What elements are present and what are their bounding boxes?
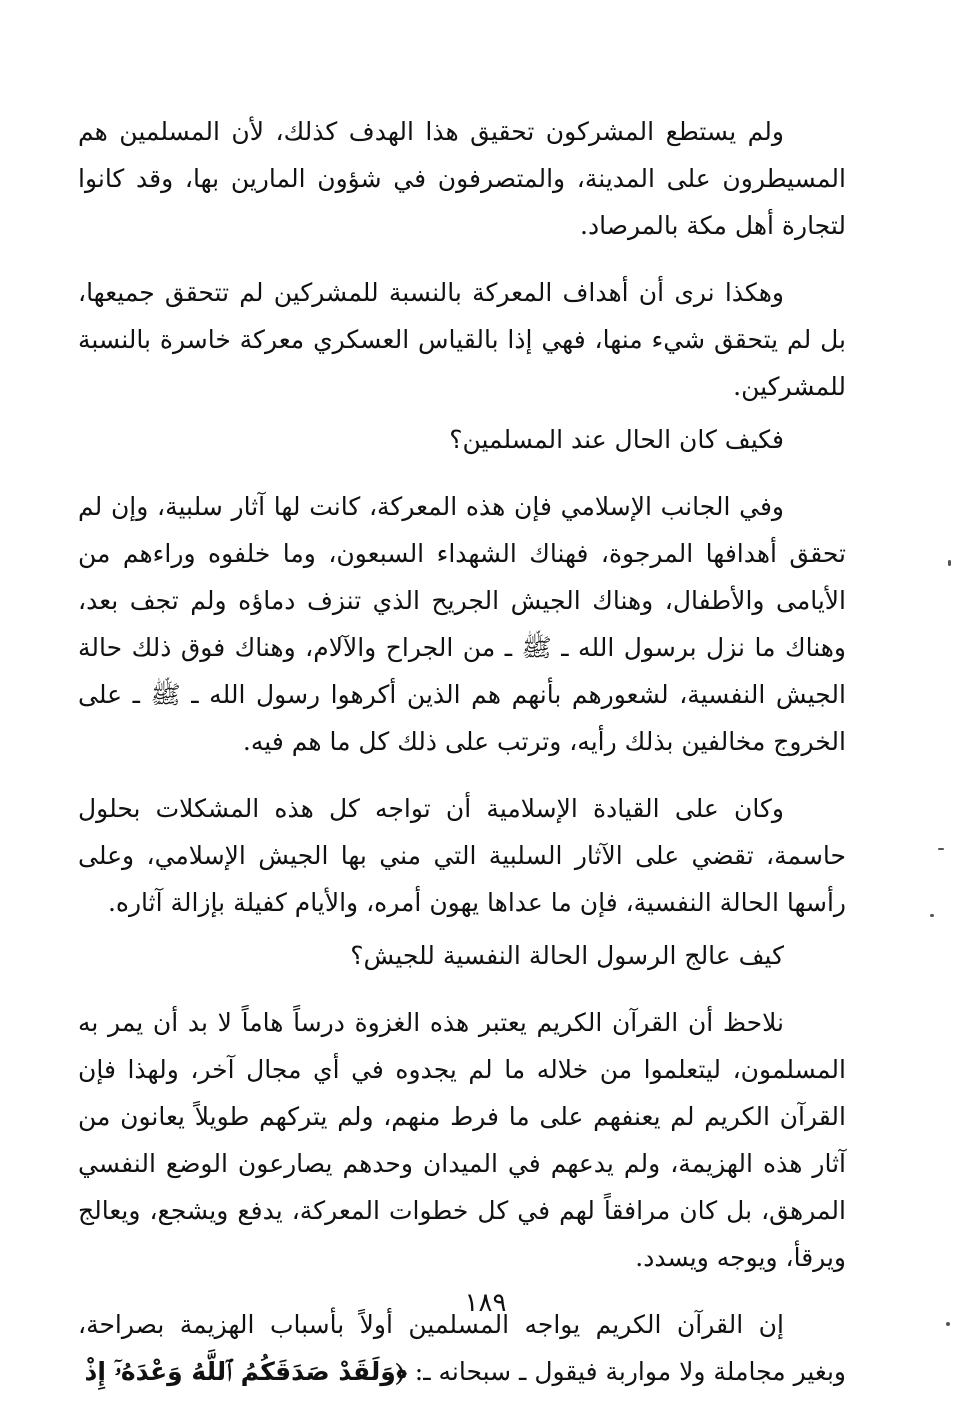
page-number: ١٨٩: [464, 1288, 507, 1318]
scan-speck: [930, 914, 934, 917]
scan-speck: [948, 560, 951, 566]
paragraph-6-text: إن القرآن الكريم يواجه المسلمين أولاً بأسباب الهزيمة بصراحة، وبغير مجاملة ولا مواربة فيقول ـ سبحانه ـ:: [78, 1310, 846, 1386]
page-body: [78, 108, 846, 1415]
paragraph-4: وكان على القيادة الإسلامية أن تواجه كل هذه المشكلات بحلول حاسمة، تقضي على الآثار السلبية التي مني بها الجيش الإسلامي، وعلى رأسها الحالة النفسية، فإن ما عداها يهون أمره، والأيام كفيلة بإزالة آثاره.: [78, 794, 846, 917]
scan-speck: [946, 1322, 950, 1326]
paragraph-5: نلاحظ أن القرآن الكريم يعتبر هذه الغزوة درساً هاماً لا بد أن يمر به المسلمون، ليتعلموا من خلاله ما لم يجدوه في أي مجال آخر، ولهذا فإن القرآن الكريم لم يعنفهم على ما فرط منهم، ولم يتركهم طويلاً يعانون من آثار هذه الهزيمة، ولم يدعهم في الميدان وحدهم يصارعون الوضع النفسي المرهق، بل كان مرافقاً لهم في كل خطوات المعركة، يدفع ويشجع، ويعالج ويرقأ، ويوجه ويسدد.: [78, 1008, 846, 1272]
paragraph-3: وفي الجانب الإسلامي فإن هذه المعركة، كانت لها آثار سلبية، وإن لم تحقق أهدافها المرجوة، فهناك الشهداء السبعون، وما خلفوه وراءهم من الأيامى والأطفال، وهناك الجيش الجريح الذي تنزف دماؤه ولم تجف بعد، وهناك ما نزل برسول الله ـ ﷺ ـ من الجراح والآلام، وهناك فوق ذلك حالة الجيش النفسية، لشعورهم بأنهم هم الذين أكرهوا رسول الله ـ ﷺ ـ على الخروج مخالفين بذلك رأيه، وترتب على ذلك كل ما هم فيه.: [78, 492, 846, 756]
scan-speck: [938, 848, 944, 850]
paragraph-1: ولم يستطع المشركون تحقيق هذا الهدف كذلك، لأن المسلمين هم المسيطرون على المدينة، والمتصرفون في شؤون المارين بها، وقد كانوا لتجارة أهل مكة بالمرصاد.: [78, 117, 846, 240]
quran-verse: ﴿وَلَقَدْ صَدَقَكُمُ ٱللَّهُ وَعْدَهُۥٓ إِذْ: [84, 1357, 407, 1386]
paragraph-2: وهكذا نرى أن أهداف المعركة بالنسبة للمشركين لم تتحقق جميعها، بل لم يتحقق شيء منها، فهي إذا بالقياس العسكري معركة خاسرة بالنسبة للمشركين.: [78, 278, 846, 401]
question-heading-2: كيف عالج الرسول الحالة النفسية للجيش؟: [350, 941, 784, 970]
question-heading-1: فكيف كان الحال عند المسلمين؟: [449, 425, 784, 454]
